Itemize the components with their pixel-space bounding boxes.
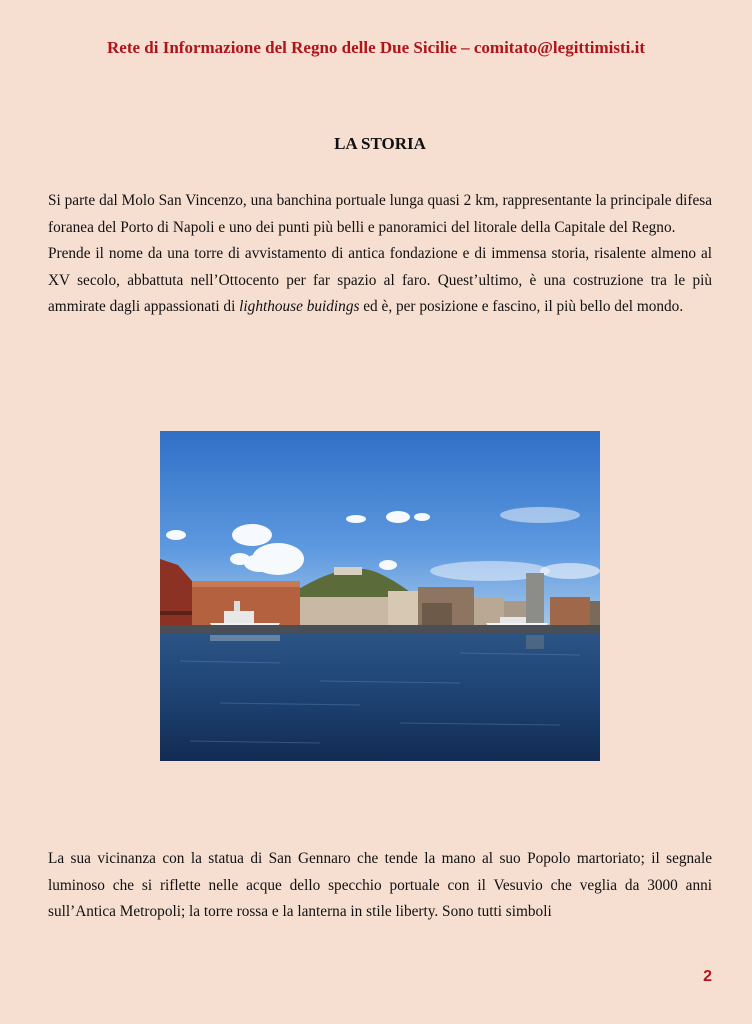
- paragraph-torre-end: ed è, per posizione e fascino, il più bello del mondo.: [359, 298, 684, 315]
- paragraph-torre-start: Prende il nome da una torre di avvistamento di antica fondazione e di immensa storia, risalente almeno al XV secolo, abbattuta nell’Ottocento per far spazio al faro. Quest’ultimo, è una costruzione tra le più ammirate dagli appassionati di: [48, 245, 712, 315]
- lighthouse-term: lighthouse buidings: [239, 298, 360, 315]
- document-header: Rete di Informazione del Regno delle Due Sicilie – comitato@legittimisti.it: [107, 38, 645, 57]
- paragraph-molo: Si parte dal Molo San Vincenzo, una banchina portuale lunga quasi 2 km, rappresentante la principale difesa foranea del Porto di Napoli e uno dei punti più belli e panoramici del litorale della Capitale del Regno.: [48, 192, 712, 236]
- harbor-photo: [160, 431, 600, 761]
- quay: [160, 625, 600, 633]
- closing-text-block: [48, 846, 712, 926]
- paragraph-torre: [48, 241, 712, 321]
- castle: [334, 567, 362, 575]
- paragraph-simboli: La sua vicinanza con la statua di San Gennaro che tende la mano al suo Popolo martoriato; il segnale luminoso che si riflette nelle acque dello specchio portuale con il Vesuvio che veglia da 3000 anni sull’Antica Metropoli; la torre rossa e la lanterna in stile liberty. Sono tutti simboli: [48, 850, 712, 920]
- section-title: LA STORIA: [334, 134, 426, 153]
- page-number: 2: [703, 968, 712, 985]
- intro-text-block: [48, 188, 712, 321]
